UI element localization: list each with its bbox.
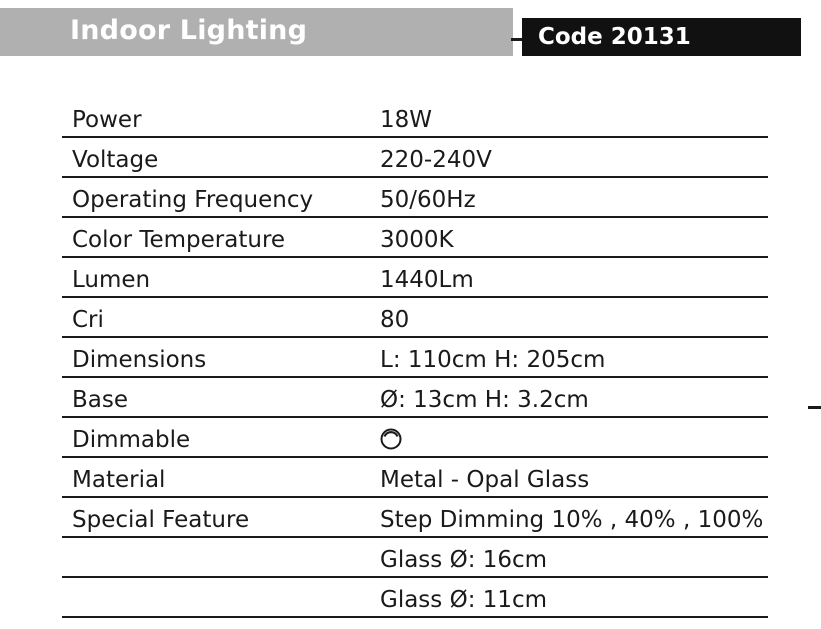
edge-divider (808, 406, 821, 409)
spec-value: 1440Lm (380, 267, 474, 293)
product-code-badge (522, 18, 801, 56)
spec-value: Ø: 13cm H: 3.2cm (380, 387, 589, 413)
spec-value: L: 110cm H: 205cm (380, 347, 606, 373)
spec-row-frequency (62, 178, 768, 218)
spec-label: Material (72, 467, 166, 493)
spec-row-glass-small (62, 578, 768, 618)
spec-row-base (62, 378, 768, 418)
spec-value: 50/60Hz (380, 187, 476, 213)
spec-row-dimensions (62, 338, 768, 378)
spec-value: Glass Ø: 11cm (380, 587, 548, 613)
spec-value: Glass Ø: 16cm (380, 547, 548, 573)
spec-row-material (62, 458, 768, 498)
spec-label: Dimensions (72, 347, 207, 373)
product-code: Code 20131 (538, 24, 691, 50)
dimmable-icon (380, 428, 402, 450)
spec-row-glass-large (62, 538, 768, 578)
spec-table (62, 98, 768, 618)
spec-label: Color Temperature (72, 227, 286, 253)
spec-row-cri (62, 298, 768, 338)
spec-value (380, 426, 402, 454)
spec-value: 3000K (380, 227, 454, 253)
spec-row-power (62, 98, 768, 138)
spec-label: Base (72, 387, 129, 413)
spec-label: Operating Frequency (72, 187, 314, 213)
spec-label: Voltage (72, 147, 159, 173)
spec-value: 220-240V (380, 147, 492, 173)
spec-row-lumen (62, 258, 768, 298)
spec-label: Cri (72, 307, 104, 333)
spec-row-dimmable (62, 418, 768, 458)
spec-value: 18W (380, 107, 433, 133)
spec-value: Metal - Opal Glass (380, 467, 590, 493)
spec-row-special-feature (62, 498, 768, 538)
spec-label: Dimmable (72, 427, 191, 453)
spec-row-color-temperature (62, 218, 768, 258)
spec-value: 80 (380, 307, 410, 333)
spec-label: Special Feature (72, 507, 250, 533)
spec-label: Power (72, 107, 142, 133)
spec-row-voltage (62, 138, 768, 178)
spec-label: Lumen (72, 267, 151, 293)
spec-value: Step Dimming 10% , 40% , 100% (380, 507, 764, 533)
page-title: Indoor Lighting (70, 15, 308, 46)
